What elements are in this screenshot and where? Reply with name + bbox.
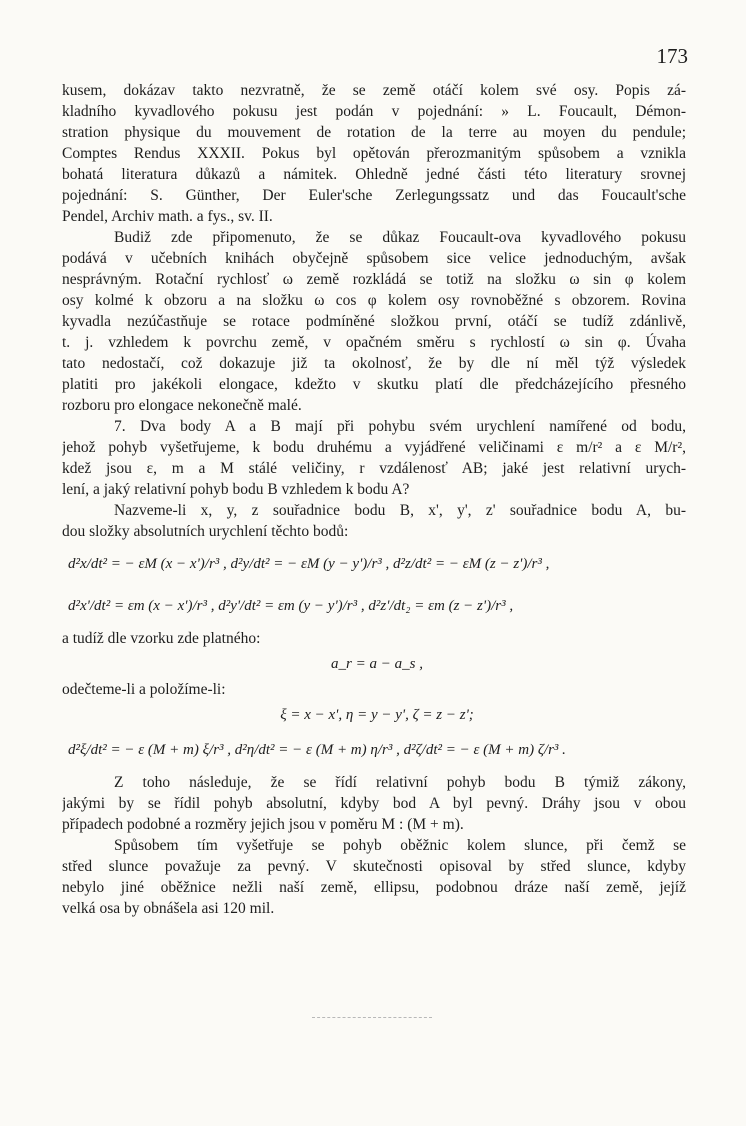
text-line: kyvadla nezúčastňuje se rotace podmíněné složkou první, otáčí se tudíž zdánlivě, <box>62 313 686 330</box>
text-line: případech podobné a rozměry jejich jsou v poměru M : (M + m). <box>62 816 464 833</box>
text-line: Spůsobem tím vyšetřuje se pohyb oběžnic kolem slunce, při čemž se <box>114 837 686 854</box>
text-line: rozboru pro elongace nekonečně malé. <box>62 397 302 414</box>
equation-absolute-b: d²x/dt² = − εM (x − x')/r³ , d²y/dt² = − εM (y − y')/r³ , d²z/dt² = − εM (z − z')/r³ , <box>68 556 550 572</box>
text-line: stration physique du mouvement de rotation de la terre au moyen du pendule; <box>62 124 686 141</box>
text-line: Budiž zde připomenuto, že se důkaz Foucault-ova kyvadlového pokusu <box>114 229 686 246</box>
text-line: jakými by se řídil pohyb absolutní, kdyby bod A byl pevný. Dráhy jsou v obou <box>62 795 686 812</box>
text-line: lení, a jaký relativní pohyb bodu B vzhledem k bodu A? <box>62 481 410 498</box>
text-line: kladního kyvadlového pokusu jest podán v pojednání: » L. Foucault, Démon- <box>62 103 686 120</box>
text-line: 7. Dva body A a B mají při pohybu svém urychlení namířené od bodu, <box>114 418 686 435</box>
equation-absolute-a: d²x'/dt² = εm (x − x')/r³ , d²y'/dt² = εm (y − y')/r³ , d²z'/dt₂ = εm (z − z')/r³ , <box>68 598 514 614</box>
text-line: jehož pohyb vyšetřujeme, k bodu druhému a vyjádřené veličinami ε m/r² a ε M/r², <box>62 439 686 456</box>
equation-substitution: ξ = x − x', η = y − y', ζ = z − z'; <box>280 707 474 723</box>
paragraphs-bottom <box>62 772 686 919</box>
equation-relative-acceleration: a_r = a − a_s , <box>331 656 423 672</box>
decorative-rule <box>312 1017 432 1019</box>
text-line: kdež jsou ε, m a M stálé veličiny, r vzdálenosť AB; jaké jest relativní urych- <box>62 460 686 477</box>
text-line: Z toho následuje, že se řídí relativní pohyb bodu B týmiž zákony, <box>114 774 686 791</box>
text-line: podává v učebních knihách obyčejně spůsobem sice velice jednoduchým, avšak <box>62 250 686 267</box>
paragraphs-top <box>62 80 686 542</box>
text-line: a tudíž dle vzorku zde platného: <box>62 630 261 647</box>
text-line: Pendel, Archiv math. a fys., sv. II. <box>62 208 273 225</box>
text-line: velká osa by obnášela asi 120 mil. <box>62 900 275 917</box>
page-number: 173 <box>656 44 688 68</box>
text-line: Comptes Rendus XXXII. Pokus byl opětován přerozmanitým spůsobem a vznikla <box>62 145 686 162</box>
equation-relative-motion: d²ξ/dt² = − ε (M + m) ξ/r³ , d²η/dt² = − ε (M + m) η/r³ , d²ζ/dt² = − ε (M + m) ζ/r³ . <box>68 742 566 758</box>
text-line: pojednání: S. Günther, Der Euler'sche Zerlegungssatz und das Foucault'sche <box>62 187 686 204</box>
text-line: odečteme-li a položíme-li: <box>62 681 226 698</box>
text-line: nesprávným. Rotační rychlosť ω země rozkládá se totiž na složku ω sin φ kolem <box>62 271 686 288</box>
text-line: kusem, dokázav takto nezvratně, že se země otáčí kolem své osy. Popis zá- <box>62 82 686 99</box>
text-line: t. j. vzhledem k povrchu země, v opačném směru s rychlostí ω sin φ. Úvaha <box>62 334 686 351</box>
text-line: bohatá literatura důkazů a námitek. Ohledně jedné části této literatury srovnej <box>62 166 686 183</box>
text-line: střed slunce považuje za pevný. V skutečnosti opisoval by střed slunce, kdyby <box>62 858 686 875</box>
text-line: osy kolmé k obzoru a na složku ω cos φ kolem osy rovnoběžné s obzorem. Rovina <box>62 292 686 309</box>
page-body <box>62 80 686 919</box>
text-line: platiti pro jakékoli elongace, kdežto v skutku platí dle předcházejícího přesného <box>62 376 686 393</box>
text-line: nebylo jiné oběžnice nežli naší země, ellipsu, podobnou dráze naší země, jejíž <box>62 879 686 896</box>
text-line: Nazveme-li x, y, z souřadnice bodu B, x', y', z' souřadnice bodu A, bu- <box>114 502 686 519</box>
text-line: dou složky absolutních urychlení těchto bodů: <box>62 523 349 540</box>
text-line: tato nedostačí, což dokazuje již ta okolnosť, že by dle ní měl týž výsledek <box>62 355 686 372</box>
